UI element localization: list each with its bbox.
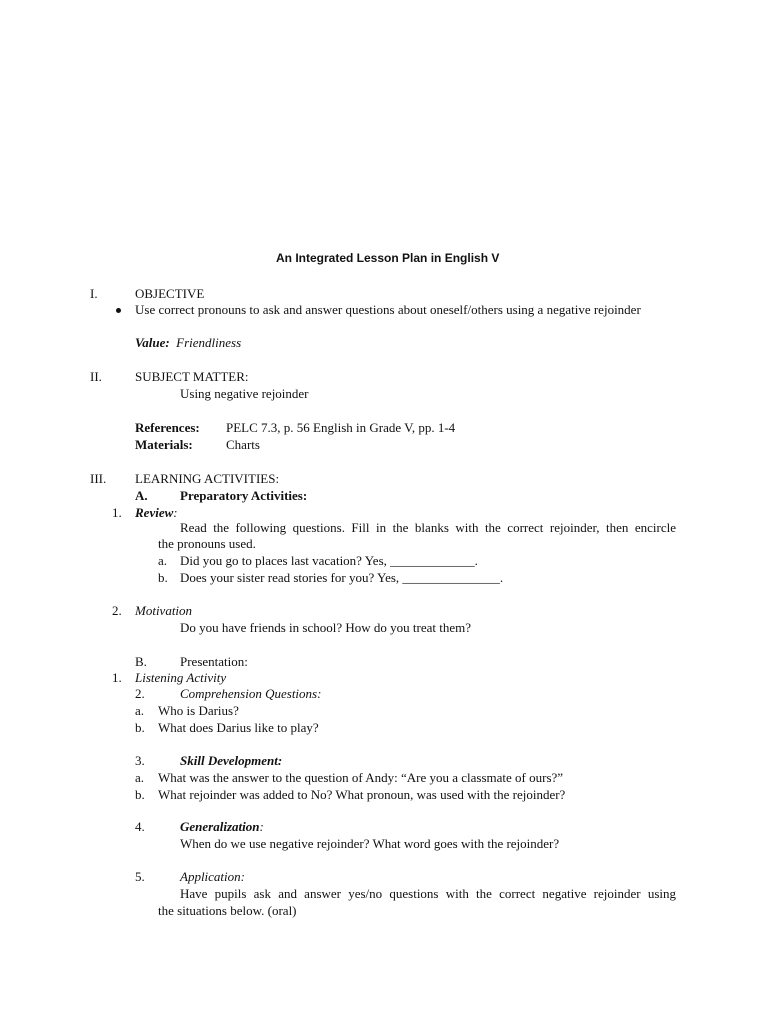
section-numeral-objective: I. — [90, 286, 98, 301]
value-label: Value: — [135, 335, 170, 350]
generalization-text: When do we use negative rejoinder? What word goes with the rejoinder? — [180, 836, 560, 851]
generalization-colon: : — [259, 819, 264, 834]
skill-item-text: What rejoinder was added to No? What pronoun, was used with the rejoinder? — [158, 787, 566, 802]
review-instruction-line2: the pronouns used. — [158, 536, 256, 551]
page-title: An Integrated Lesson Plan in English V — [276, 251, 500, 265]
skill-number: 3. — [135, 753, 145, 768]
motivation-text: Do you have friends in school? How do you treat them? — [180, 620, 471, 635]
skill-item-text: What was the answer to the question of Andy: “Are you a classmate of ours?” — [158, 770, 564, 785]
section-heading-subject: SUBJECT MATTER: — [135, 369, 249, 384]
generalization-heading — [180, 819, 264, 835]
generalization-number: 4. — [135, 819, 145, 834]
comprehension-item-letter: a. — [135, 703, 145, 718]
application-line1: Have pupils ask and answer yes/no questions with the correct negative rejoinder using — [180, 886, 676, 901]
review-item-letter: b. — [158, 570, 168, 585]
comprehension-number: 2. — [135, 686, 145, 701]
skill-label: Skill Development: — [180, 753, 283, 768]
value-line — [135, 335, 241, 351]
review-number: 1. — [112, 505, 122, 520]
review-instruction-line1: Read the following questions. Fill in the blanks with the correct rejoinder, then encircle — [180, 520, 676, 535]
section-numeral-activities: III. — [90, 471, 107, 486]
section-numeral-subject: II. — [90, 369, 102, 384]
skill-item-letter: a. — [135, 770, 145, 785]
comprehension-label: Comprehension Questions: — [180, 686, 322, 701]
section-heading-objective: OBJECTIVE — [135, 286, 205, 301]
subsection-letter-b: B. — [135, 654, 147, 669]
listening-label: Listening Activity — [135, 670, 227, 685]
review-item-text: Does your sister read stories for you? Yes, _______________. — [180, 570, 504, 585]
materials-value: Charts — [226, 437, 260, 452]
subject-topic: Using negative rejoinder — [180, 386, 309, 401]
review-heading — [135, 505, 178, 521]
presentation-label: Presentation: — [180, 654, 248, 669]
comprehension-item-text: Who is Darius? — [158, 703, 239, 718]
comprehension-item-text: What does Darius like to play? — [158, 720, 319, 735]
application-number: 5. — [135, 869, 145, 884]
motivation-number: 2. — [112, 603, 122, 618]
review-label: Review — [135, 505, 174, 520]
references-value: PELC 7.3, p. 56 English in Grade V, pp. 1-4 — [226, 420, 456, 435]
value-text: Friendliness — [176, 335, 242, 350]
generalization-label: Generalization — [180, 819, 260, 834]
references-label: References: — [135, 420, 200, 435]
objective-text: Use correct pronouns to ask and answer questions about oneself/others using a negative rejoinder — [135, 302, 641, 317]
motivation-label: Motivation — [135, 603, 193, 618]
application-label: Application: — [180, 869, 245, 884]
application-line2: the situations below. (oral) — [158, 903, 297, 918]
skill-item-letter: b. — [135, 787, 145, 802]
section-heading-activities: LEARNING ACTIVITIES: — [135, 471, 280, 486]
review-item-letter: a. — [158, 553, 168, 568]
listening-number: 1. — [112, 670, 122, 685]
comprehension-item-letter: b. — [135, 720, 145, 735]
review-item-text: Did you go to places last vacation? Yes, _____________. — [180, 553, 478, 568]
materials-label: Materials: — [135, 437, 193, 452]
review-colon: : — [173, 505, 178, 520]
bullet-icon — [116, 308, 121, 313]
subsection-letter-a: A. — [135, 488, 148, 503]
subsection-label-preparatory: Preparatory Activities: — [180, 488, 308, 503]
